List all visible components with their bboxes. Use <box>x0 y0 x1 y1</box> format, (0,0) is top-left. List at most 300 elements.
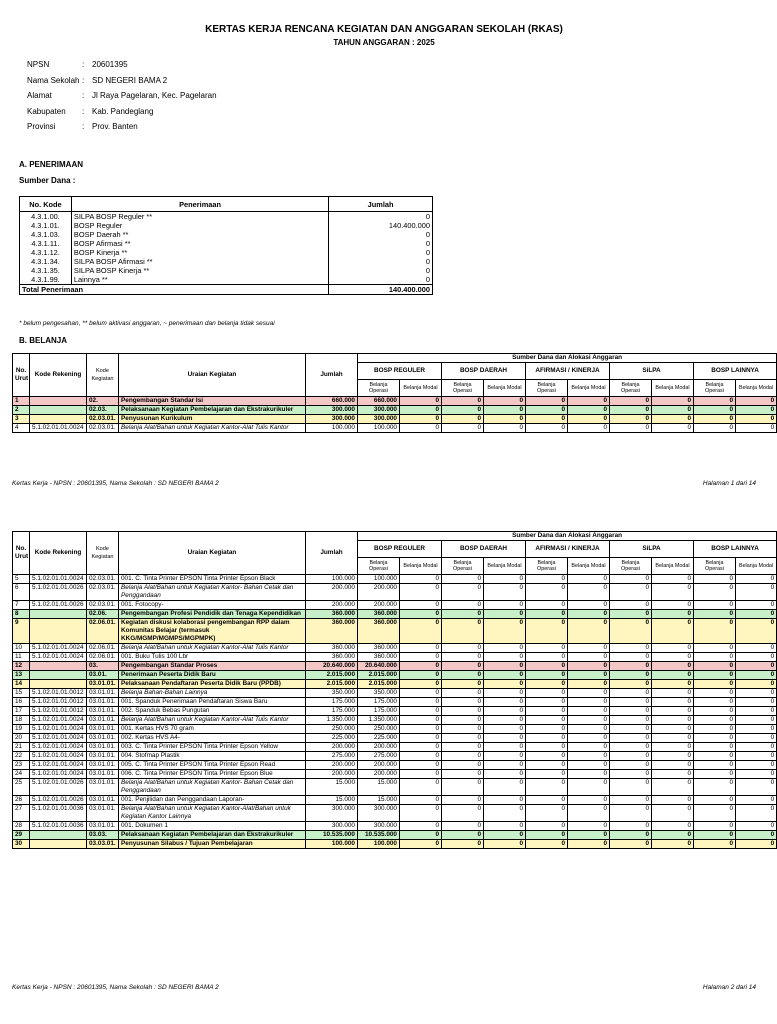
no-cell: 13 <box>13 671 30 680</box>
alokasi-cell: 0 <box>526 707 568 716</box>
operasi-cell: 300.000 <box>358 822 400 831</box>
alokasi-cell: 0 <box>610 644 652 653</box>
alokasi-cell: 0 <box>610 662 652 671</box>
alokasi-cell: 0 <box>400 805 442 822</box>
alokasi-cell: 0 <box>526 689 568 698</box>
jumlah-cell: 300.000 <box>306 406 358 415</box>
uraian-cell: 004. Stofmap Plastik <box>119 752 306 761</box>
alokasi-cell: 0 <box>694 653 736 662</box>
alokasi-cell: 0 <box>526 822 568 831</box>
operasi-cell: 250.000 <box>358 725 400 734</box>
alokasi-cell: 0 <box>442 734 484 743</box>
operasi-cell: 360.000 <box>358 610 400 619</box>
jumlah-cell: 0 <box>329 248 433 257</box>
total-value: 140.400.000 <box>329 285 433 295</box>
alokasi-cell: 0 <box>568 770 610 779</box>
alokasi-cell: 0 <box>736 743 777 752</box>
alokasi-cell: 0 <box>568 406 610 415</box>
uraian-cell: Belanja Alat/Bahan untuk Kegiatan Kantor-Alat Tulis Kantor <box>119 716 306 725</box>
no-cell: 25 <box>13 779 30 796</box>
kode-rekening-cell: 5.1.02.01.01.0024 <box>30 752 87 761</box>
table-row <box>13 725 777 734</box>
alokasi-cell: 0 <box>526 575 568 584</box>
penerimaan-rows <box>20 212 433 285</box>
col-header-penerimaan: Penerimaan <box>71 197 328 212</box>
operasi-cell: 300.000 <box>358 415 400 424</box>
col-sub-header-operasi: Belanja Operasi <box>526 380 568 397</box>
kode-rekening-cell <box>30 671 87 680</box>
alokasi-cell: 0 <box>442 743 484 752</box>
jumlah-cell: 20.640.000 <box>306 662 358 671</box>
kode-kegiatan-cell: 02.03.01. <box>87 424 119 433</box>
alokasi-cell: 0 <box>736 644 777 653</box>
no-cell: 28 <box>13 822 30 831</box>
alokasi-cell: 0 <box>442 716 484 725</box>
col-sub-header-operasi: Belanja Operasi <box>610 380 652 397</box>
table-row <box>13 831 777 840</box>
alokasi-cell: 0 <box>526 671 568 680</box>
alokasi-cell: 0 <box>652 725 694 734</box>
alokasi-cell: 0 <box>568 601 610 610</box>
kode-kegiatan-cell: 03.01.01. <box>87 689 119 698</box>
alokasi-cell: 0 <box>400 644 442 653</box>
kode-cell: 4.3.1.03. <box>20 230 72 239</box>
no-cell: 5 <box>13 575 30 584</box>
jumlah-cell: 0 <box>329 230 433 239</box>
operasi-cell: 2.015.000 <box>358 671 400 680</box>
alokasi-cell: 0 <box>694 734 736 743</box>
col-sub-header-operasi: Belanja Operasi <box>526 558 568 575</box>
operasi-cell: 100.000 <box>358 424 400 433</box>
col-sub-header-operasi: Belanja Operasi <box>610 558 652 575</box>
kode-kegiatan-cell: 03.01. <box>87 671 119 680</box>
alokasi-cell: 0 <box>400 779 442 796</box>
kode-rekening-cell <box>30 680 87 689</box>
alokasi-cell: 0 <box>400 415 442 424</box>
alokasi-cell: 0 <box>610 770 652 779</box>
alokasi-cell: 0 <box>652 653 694 662</box>
alokasi-cell: 0 <box>568 671 610 680</box>
kode-kegiatan-cell: 03.01.01. <box>87 707 119 716</box>
kode-rekening-cell: 5.1.02.01.01.0026 <box>30 779 87 796</box>
alokasi-cell: 0 <box>652 779 694 796</box>
col-header-sumber-dana: Sumber Dana dan Alokasi Anggaran <box>358 354 777 363</box>
jumlah-cell: 300.000 <box>306 805 358 822</box>
kode-kegiatan-cell: 02.06.01. <box>87 619 119 644</box>
alokasi-cell: 0 <box>736 584 777 601</box>
uraian-cell: Belanja Alat/Bahan untuk Kegiatan Kantor-Alat/Bahan untuk Kegiatan Kantor Lainnya <box>119 805 306 822</box>
alokasi-cell: 0 <box>526 653 568 662</box>
alokasi-cell: 0 <box>484 725 526 734</box>
kode-rekening-cell: 5.1.02.01.01.0024 <box>30 575 87 584</box>
alokasi-cell: 0 <box>400 796 442 805</box>
uraian-cell: 005. C. Tinta Printer EPSON Tinta Printer Epson Read <box>119 761 306 770</box>
alokasi-cell: 0 <box>484 662 526 671</box>
alokasi-cell: 0 <box>652 822 694 831</box>
alokasi-cell: 0 <box>526 619 568 644</box>
col-group-header: AFIRMASI / KINERJA <box>526 363 610 380</box>
belanja-table-page2 <box>12 531 777 849</box>
uraian-cell: Belanja Alat/Bahan untuk Kegiatan Kantor-Alat Tulis Kantor <box>119 424 306 433</box>
uraian-cell: 001. Spanduk Penerimaan Pendaftaran Siswa Baru <box>119 698 306 707</box>
alokasi-cell: 0 <box>568 840 610 849</box>
alokasi-cell: 0 <box>568 575 610 584</box>
no-cell: 27 <box>13 805 30 822</box>
table-row <box>13 840 777 849</box>
alokasi-cell: 0 <box>610 831 652 840</box>
jumlah-cell: 10.535.000 <box>306 831 358 840</box>
col-sub-header-modal: Belanja Modal <box>736 558 777 575</box>
alokasi-cell: 0 <box>526 397 568 406</box>
operasi-cell: 20.640.000 <box>358 662 400 671</box>
alokasi-cell: 0 <box>694 584 736 601</box>
uraian-cell: 001. Penjilidan dan Penggandaan Laporan- <box>119 796 306 805</box>
jumlah-cell: 2.015.000 <box>306 680 358 689</box>
col-group-header: SiLPA <box>610 541 694 558</box>
alokasi-cell: 0 <box>442 680 484 689</box>
header-row-1 <box>13 354 777 363</box>
no-cell: 23 <box>13 761 30 770</box>
no-cell: 9 <box>13 619 30 644</box>
alokasi-cell: 0 <box>694 610 736 619</box>
alokasi-cell: 0 <box>568 689 610 698</box>
section-belanja-heading: B. BELANJA <box>19 336 68 345</box>
alokasi-cell: 0 <box>652 796 694 805</box>
uraian-cell: Penyusunan Kurikulum <box>119 415 306 424</box>
belanja-rows-page1 <box>13 397 777 433</box>
alokasi-cell: 0 <box>568 725 610 734</box>
kode-rekening-cell <box>30 397 87 406</box>
document-title: KERTAS KERJA RENCANA KEGIATAN DAN ANGGARAN SEKOLAH (RKAS) <box>205 24 563 35</box>
alokasi-cell: 0 <box>736 761 777 770</box>
alokasi-cell: 0 <box>652 698 694 707</box>
operasi-cell: 360.000 <box>358 619 400 644</box>
table-row <box>13 761 777 770</box>
alokasi-cell: 0 <box>610 610 652 619</box>
operasi-cell: 175.000 <box>358 707 400 716</box>
no-cell: 21 <box>13 743 30 752</box>
info-row-provinsi: Provinsi : Prov. Banten <box>27 122 138 131</box>
kode-cell: 4.3.1.01. <box>20 221 72 230</box>
alokasi-cell: 0 <box>400 689 442 698</box>
operasi-cell: 10.535.000 <box>358 831 400 840</box>
alokasi-cell: 0 <box>400 698 442 707</box>
alokasi-cell: 0 <box>484 680 526 689</box>
header-row-1 <box>13 532 777 541</box>
alokasi-cell: 0 <box>652 770 694 779</box>
operasi-cell: 200.000 <box>358 761 400 770</box>
no-cell: 3 <box>13 415 30 424</box>
alokasi-cell: 0 <box>568 822 610 831</box>
operasi-cell: 175.000 <box>358 698 400 707</box>
kode-rekening-cell <box>30 831 87 840</box>
alokasi-cell: 0 <box>736 653 777 662</box>
kode-rekening-cell <box>30 406 87 415</box>
table-row <box>13 584 777 601</box>
alokasi-cell: 0 <box>694 725 736 734</box>
jumlah-cell: 360.000 <box>306 610 358 619</box>
alokasi-cell: 0 <box>652 689 694 698</box>
info-row-nama-sekolah: Nama Sekolah : SD NEGERI BAMA 2 <box>27 75 168 85</box>
penerimaan-row <box>20 275 433 285</box>
table-row <box>13 770 777 779</box>
belanja-header-page2 <box>13 532 777 575</box>
alokasi-cell: 0 <box>568 707 610 716</box>
jumlah-cell: 250.000 <box>306 725 358 734</box>
alokasi-cell: 0 <box>442 671 484 680</box>
penerimaan-row <box>20 266 433 275</box>
operasi-cell: 275.000 <box>358 752 400 761</box>
jumlah-cell: 300.000 <box>306 415 358 424</box>
table-row <box>13 680 777 689</box>
table-row <box>13 779 777 796</box>
alokasi-cell: 0 <box>442 575 484 584</box>
alokasi-cell: 0 <box>652 406 694 415</box>
school-info <box>27 57 217 135</box>
alokasi-cell: 0 <box>610 584 652 601</box>
alokasi-cell: 0 <box>400 840 442 849</box>
alokasi-cell: 0 <box>652 761 694 770</box>
alokasi-cell: 0 <box>694 761 736 770</box>
kode-rekening-cell <box>30 610 87 619</box>
jumlah-cell: 0 <box>329 257 433 266</box>
alokasi-cell: 0 <box>442 752 484 761</box>
kode-rekening-cell: 5.1.02.01.01.0012 <box>30 698 87 707</box>
no-cell: 22 <box>13 752 30 761</box>
uraian-cell: Belanja Alat/Bahan untuk Kegiatan Kantor-Alat Tulis Kantor <box>119 644 306 653</box>
penerimaan-cell: Lainnya ** <box>71 275 328 285</box>
alokasi-cell: 0 <box>652 831 694 840</box>
col-sub-header-operasi: Belanja Operasi <box>358 380 400 397</box>
jumlah-cell: 225.000 <box>306 734 358 743</box>
col-sub-header-modal: Belanja Modal <box>484 558 526 575</box>
alokasi-cell: 0 <box>736 698 777 707</box>
kode-rekening-cell: 5.1.02.01.01.0012 <box>30 689 87 698</box>
col-group-header: BOSP REGULER <box>358 541 442 558</box>
alokasi-cell: 0 <box>736 716 777 725</box>
alokasi-cell: 0 <box>610 601 652 610</box>
alokasi-cell: 0 <box>610 415 652 424</box>
alokasi-cell: 0 <box>484 415 526 424</box>
alokasi-cell: 0 <box>442 840 484 849</box>
no-cell: 14 <box>13 680 30 689</box>
alokasi-cell: 0 <box>736 770 777 779</box>
alokasi-cell: 0 <box>610 619 652 644</box>
table-row <box>13 734 777 743</box>
kode-kegiatan-cell: 02.03.01. <box>87 601 119 610</box>
alokasi-cell: 0 <box>400 716 442 725</box>
alokasi-cell: 0 <box>736 575 777 584</box>
alokasi-cell: 0 <box>652 610 694 619</box>
kode-cell: 4.3.1.35. <box>20 266 72 275</box>
alokasi-cell: 0 <box>736 415 777 424</box>
uraian-cell: Pengembangan Standar Isi <box>119 397 306 406</box>
col-header-no: No. Urut <box>13 532 30 575</box>
alokasi-cell: 0 <box>694 689 736 698</box>
alokasi-cell: 0 <box>484 770 526 779</box>
alokasi-cell: 0 <box>484 796 526 805</box>
alokasi-cell: 0 <box>442 822 484 831</box>
alokasi-cell: 0 <box>442 610 484 619</box>
kode-rekening-cell: 5.1.02.01.01.0024 <box>30 644 87 653</box>
penerimaan-row <box>20 239 433 248</box>
kode-rekening-cell: 5.1.02.01.01.0024 <box>30 716 87 725</box>
operasi-cell: 15.000 <box>358 779 400 796</box>
alokasi-cell: 0 <box>442 653 484 662</box>
col-header-uraian: Uraian Kegiatan <box>119 532 306 575</box>
footer-page-number-1: Halaman 1 dari 14 <box>702 480 756 487</box>
no-cell: 2 <box>13 406 30 415</box>
alokasi-cell: 0 <box>400 662 442 671</box>
no-cell: 8 <box>13 610 30 619</box>
alokasi-cell: 0 <box>694 601 736 610</box>
col-header-kode-rekening: Kode Rekening <box>30 354 87 397</box>
table-row <box>13 575 777 584</box>
operasi-cell: 200.000 <box>358 601 400 610</box>
alokasi-cell: 0 <box>694 680 736 689</box>
alokasi-cell: 0 <box>610 397 652 406</box>
alokasi-cell: 0 <box>568 662 610 671</box>
alokasi-cell: 0 <box>442 424 484 433</box>
penerimaan-cell: BOSP Daerah ** <box>71 230 328 239</box>
alokasi-cell: 0 <box>400 770 442 779</box>
section-penerimaan-heading: A. PENERIMAAN <box>19 160 84 169</box>
kode-rekening-cell: 5.1.02.01.01.0024 <box>30 653 87 662</box>
kode-kegiatan-cell: 03.01.01. <box>87 761 119 770</box>
alokasi-cell: 0 <box>652 644 694 653</box>
alokasi-cell: 0 <box>610 689 652 698</box>
alokasi-cell: 0 <box>526 734 568 743</box>
alokasi-cell: 0 <box>568 644 610 653</box>
alokasi-cell: 0 <box>568 716 610 725</box>
uraian-cell: Pelaksanaan Kegiatan Pembelajaran dan Ekstrakurikuler <box>119 831 306 840</box>
kode-kegiatan-cell: 02.03.01. <box>87 584 119 601</box>
col-sub-header-modal: Belanja Modal <box>568 558 610 575</box>
alokasi-cell: 0 <box>568 397 610 406</box>
operasi-cell: 200.000 <box>358 743 400 752</box>
alokasi-cell: 0 <box>442 761 484 770</box>
alokasi-cell: 0 <box>610 575 652 584</box>
alokasi-cell: 0 <box>736 680 777 689</box>
alokasi-cell: 0 <box>400 734 442 743</box>
alokasi-cell: 0 <box>484 840 526 849</box>
alokasi-cell: 0 <box>400 752 442 761</box>
col-header-jumlah: Jumlah <box>306 354 358 397</box>
alokasi-cell: 0 <box>484 698 526 707</box>
alokasi-cell: 0 <box>736 424 777 433</box>
uraian-cell: Belanja Bahan-Bahan Lainnya <box>119 689 306 698</box>
kode-kegiatan-cell: 03.03. <box>87 831 119 840</box>
alokasi-cell: 0 <box>568 698 610 707</box>
alokasi-cell: 0 <box>736 822 777 831</box>
alokasi-cell: 0 <box>526 761 568 770</box>
alokasi-cell: 0 <box>484 575 526 584</box>
jumlah-cell: 100.000 <box>306 840 358 849</box>
penerimaan-row <box>20 248 433 257</box>
kode-kegiatan-cell: 03.01.01. <box>87 725 119 734</box>
alokasi-cell: 0 <box>652 707 694 716</box>
alokasi-cell: 0 <box>400 743 442 752</box>
alokasi-cell: 0 <box>442 779 484 796</box>
alokasi-cell: 0 <box>568 805 610 822</box>
kode-rekening-cell <box>30 415 87 424</box>
table-row <box>13 796 777 805</box>
alokasi-cell: 0 <box>610 698 652 707</box>
kode-kegiatan-cell: 03.01.01. <box>87 743 119 752</box>
alokasi-cell: 0 <box>736 406 777 415</box>
kode-kegiatan-cell: 02. <box>87 397 119 406</box>
jumlah-cell: 0 <box>329 275 433 285</box>
uraian-cell: Belanja Alat/Bahan untuk Kegiatan Kantor- Bahan Cetak dan Penggandaan <box>119 584 306 601</box>
kode-rekening-cell <box>30 619 87 644</box>
penerimaan-row <box>20 212 433 222</box>
alokasi-cell: 0 <box>736 689 777 698</box>
info-row-npsn: NPSN : 20601395 <box>27 60 128 69</box>
alokasi-cell: 0 <box>610 424 652 433</box>
alokasi-cell: 0 <box>526 840 568 849</box>
alokasi-cell: 0 <box>400 406 442 415</box>
alokasi-cell: 0 <box>652 662 694 671</box>
alokasi-cell: 0 <box>442 831 484 840</box>
alokasi-cell: 0 <box>526 725 568 734</box>
alokasi-cell: 0 <box>652 805 694 822</box>
jumlah-cell: 200.000 <box>306 584 358 601</box>
uraian-cell: Kegiatan diskusi kolaborasi pengembangan RPP dalam Komunitas Belajar (termasuk KKG/MGMP/MGMPS/MGPMPK) <box>119 619 306 644</box>
jumlah-cell: 200.000 <box>306 770 358 779</box>
alokasi-cell: 0 <box>484 406 526 415</box>
col-group-header: BOSP DAERAH <box>442 541 526 558</box>
alokasi-cell: 0 <box>484 761 526 770</box>
alokasi-cell: 0 <box>568 779 610 796</box>
jumlah-cell: 100.000 <box>306 575 358 584</box>
no-cell: 26 <box>13 796 30 805</box>
no-cell: 7 <box>13 601 30 610</box>
col-sub-header-operasi: Belanja Operasi <box>694 380 736 397</box>
penerimaan-cell: BOSP Afirmasi ** <box>71 239 328 248</box>
alokasi-cell: 0 <box>442 397 484 406</box>
alokasi-cell: 0 <box>484 822 526 831</box>
alokasi-cell: 0 <box>526 601 568 610</box>
alokasi-cell: 0 <box>442 770 484 779</box>
alokasi-cell: 0 <box>694 840 736 849</box>
uraian-cell: 002. Spanduk Bebas Pungutan <box>119 707 306 716</box>
belanja-table-page1 <box>12 353 777 433</box>
alokasi-cell: 0 <box>736 840 777 849</box>
alokasi-cell: 0 <box>736 601 777 610</box>
penerimaan-cell: BOSP Kinerja ** <box>71 248 328 257</box>
jumlah-cell: 175.000 <box>306 707 358 716</box>
alokasi-cell: 0 <box>526 644 568 653</box>
alokasi-cell: 0 <box>610 752 652 761</box>
alokasi-cell: 0 <box>694 822 736 831</box>
footer-left-page2: Kertas Kerja - NPSN : 20601395, Nama Sekolah : SD NEGERI BAMA 2 <box>12 984 219 991</box>
no-cell: 12 <box>13 662 30 671</box>
alokasi-cell: 0 <box>526 796 568 805</box>
col-sub-header-operasi: Belanja Operasi <box>442 558 484 575</box>
jumlah-cell: 200.000 <box>306 601 358 610</box>
kode-kegiatan-cell: 03.01.01. <box>87 734 119 743</box>
jumlah-cell: 1.350.000 <box>306 716 358 725</box>
penerimaan-cell: SILPA BOSP Afirmasi ** <box>71 257 328 266</box>
kode-kegiatan-cell: 03.03.01. <box>87 840 119 849</box>
alokasi-cell: 0 <box>694 415 736 424</box>
jumlah-cell: 0 <box>329 212 433 222</box>
alokasi-cell: 0 <box>736 796 777 805</box>
penerimaan-cell: BOSP Reguler <box>71 221 328 230</box>
alokasi-cell: 0 <box>568 584 610 601</box>
alokasi-cell: 0 <box>694 644 736 653</box>
alokasi-cell: 0 <box>484 397 526 406</box>
